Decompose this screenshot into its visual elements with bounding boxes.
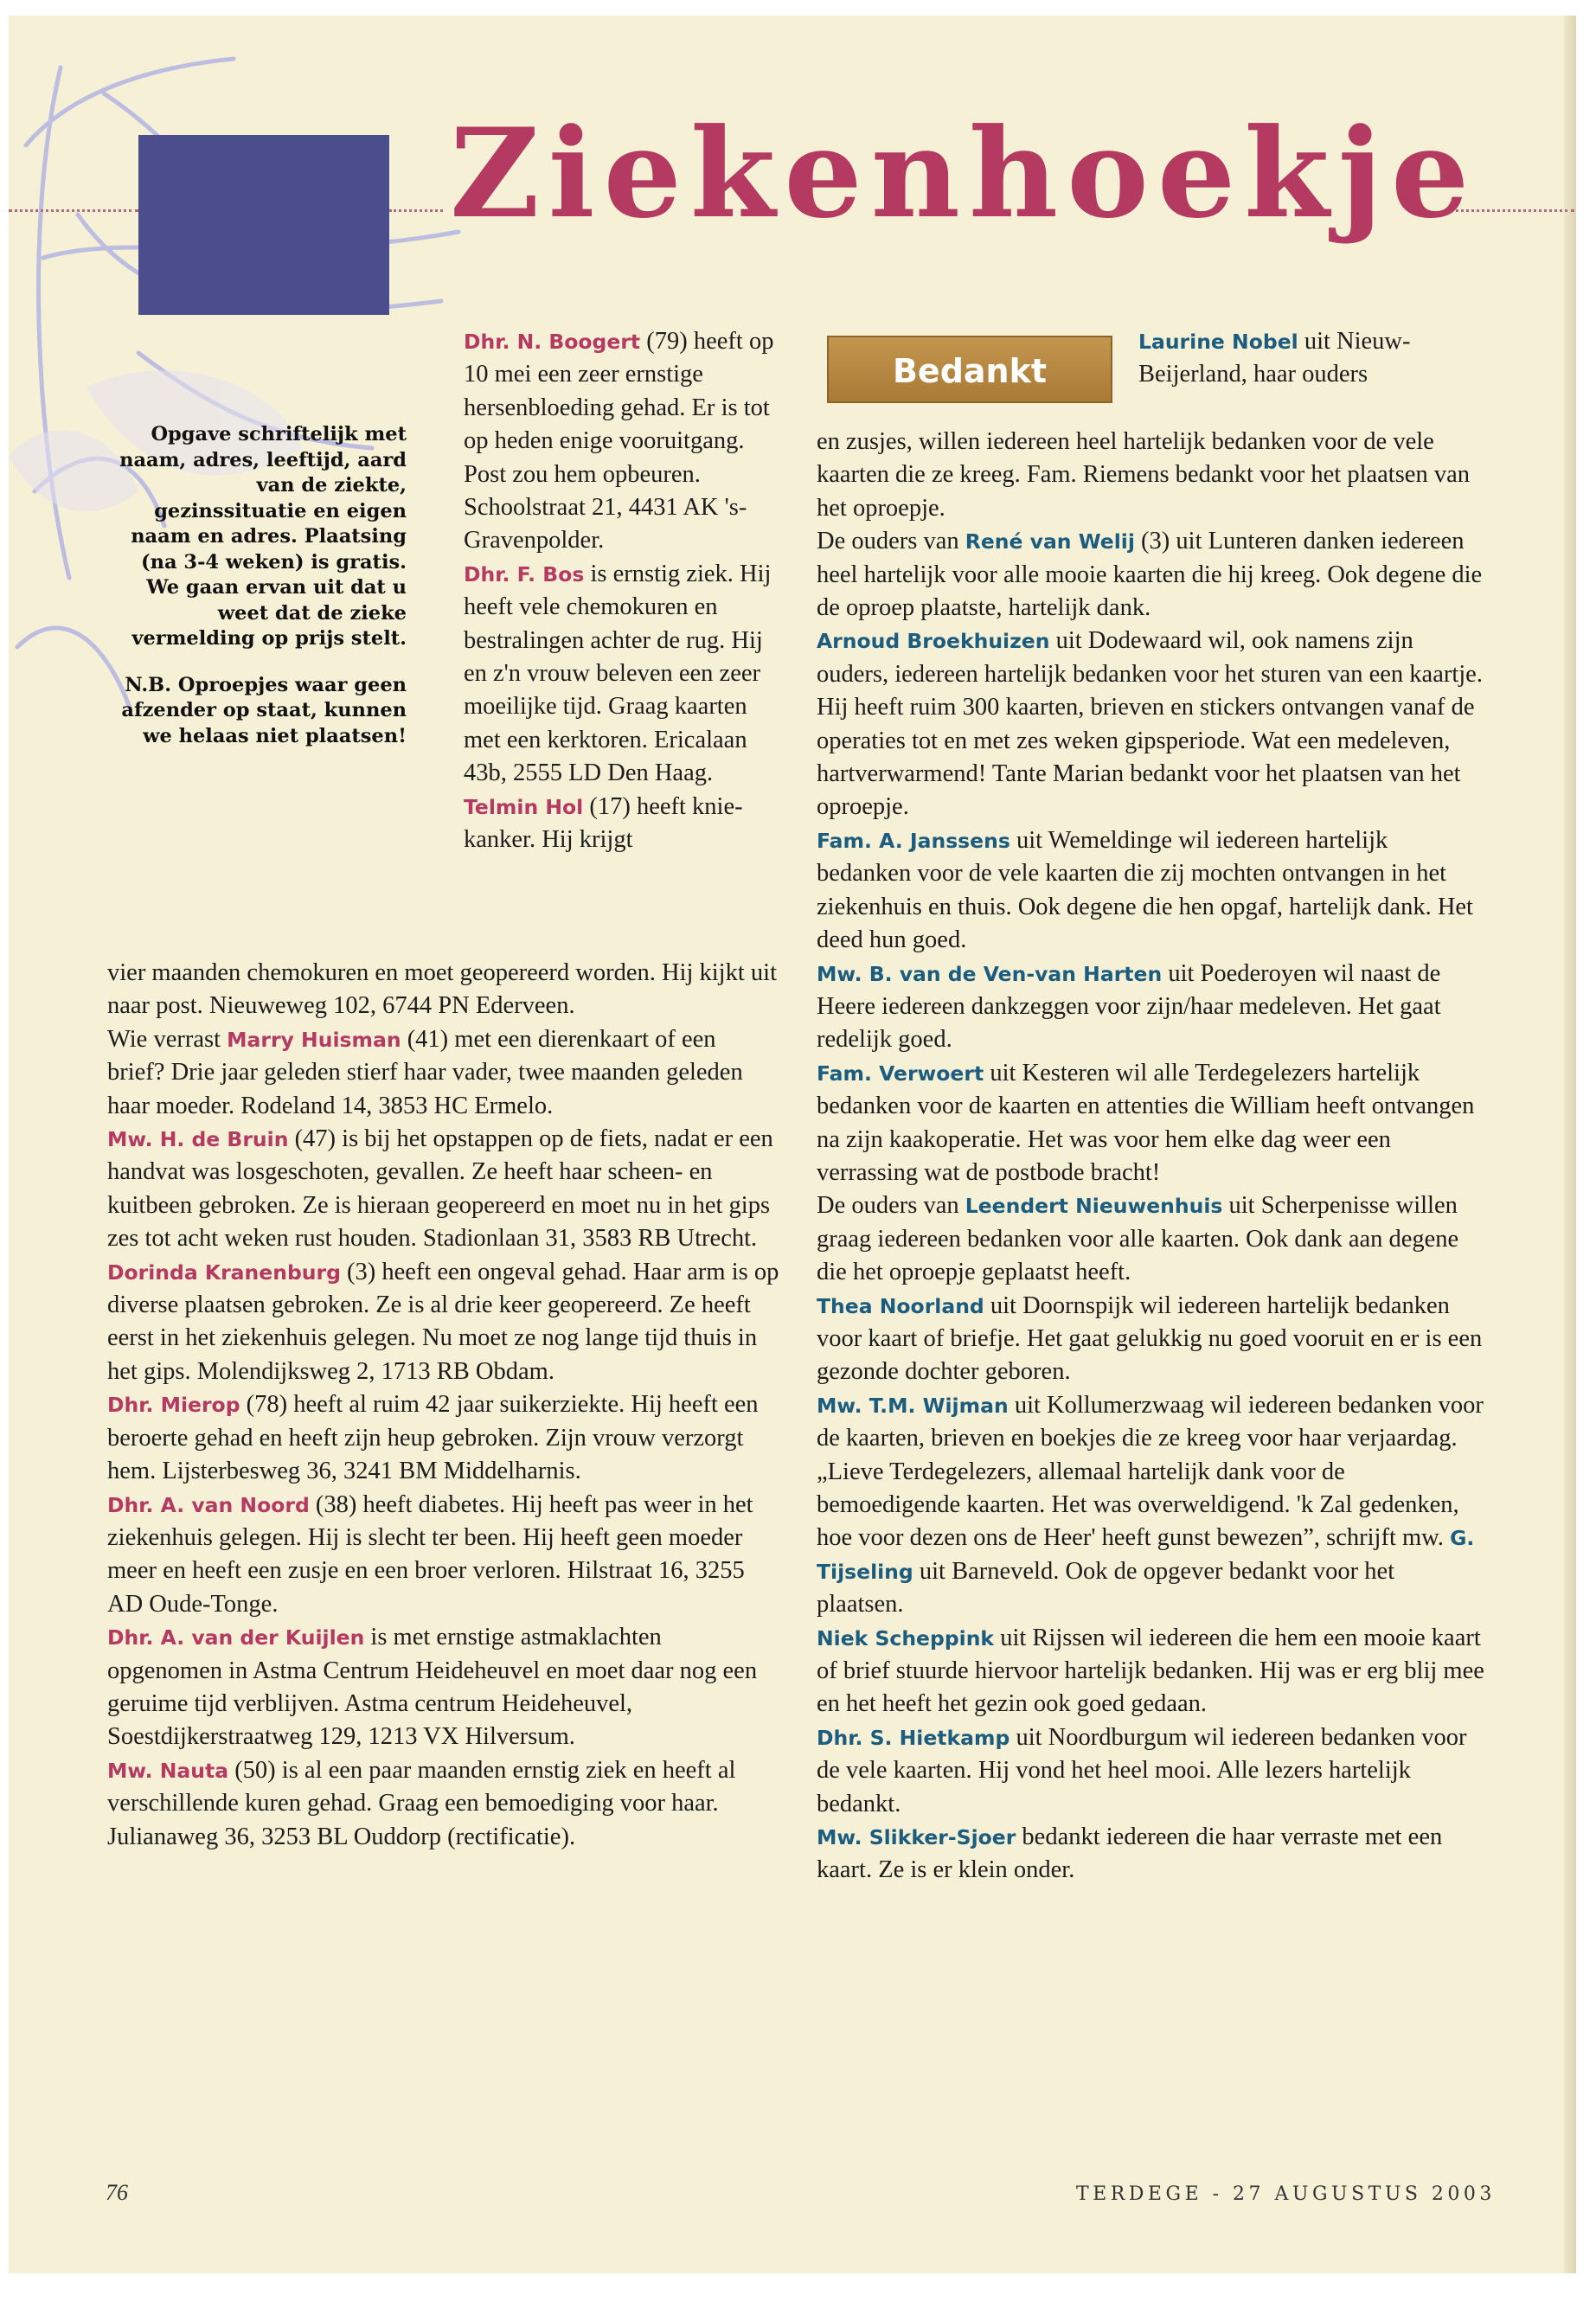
entry [817,1821,1484,1888]
entry [817,1721,1484,1821]
entry-text: uit Doornspijk wil iedereen hartelijk bedanken voor kaart of briefje. Het gaat gelukkig nu goed vooruit en er is een gezonde dochter geboren. [817,1292,1483,1386]
entry-continued: en zusjes, willen iedereen heel hartelijk bedanken voor de vele kaarten die ze kreeg. Fam. Riemens bedankt voor het plaatsen van het oproepje. [817,428,1470,522]
entry [817,1389,1484,1456]
left-dotted-rule [9,209,138,212]
entry-text: (3) uit Lunteren danken iedereen heel hartelijk voor alle mooie kaarten die hij kreeg. Ook degene die de oproep plaatste, hartelijk dank. [817,528,1483,622]
entry-text: (3) heeft een ongeval gehad. Haar arm is op diverse plaatsen gebroken. Ze is al drie keer geopereerd. Ze heeft eerst in het ziekenhuis gelegen. Nu moet ze nog lange tijd thuis in het gips. Molendijksweg 2, 1713 RB Obdam. [107,1258,779,1385]
entry-text: uit Kesteren wil alle Terdegelezers hartelijk bedanken voor de kaarten en attenties die William heeft ontvangen na zijn kaakoperatie. Het was voor hem elke dag weer een verrassing wat de postbode bracht! [817,1059,1475,1186]
entry-text: vier maanden chemokuren en moet geopereerd worden. Hij kijkt uit naar post. Nieuweweg 102, 6744 PN Ederveen. [107,959,777,1020]
submission-instructions [104,422,407,770]
entry [817,1456,1484,1622]
person-name: Mw. T.M. Wijman [817,1393,1009,1418]
entry-text: (41) met een dierenkaart of een brief? Drie jaar geleden stierf haar vader, twee maanden geleden haar moeder. Rodeland 14, 3853 HC Ermelo. [107,1025,743,1119]
entry-text: uit Kollumerzwaag wil iedereen bedanken voor de kaarten, brieven en boekjes die ze kreeg voor haar verjaardag. [817,1391,1484,1452]
entry [817,625,1484,824]
person-name: Marry Huisman [227,1027,401,1052]
entry [107,1621,779,1754]
entry-prefix: Wie verrast [107,1025,228,1053]
person-name: Mw. B. van de Ven-van Harten [817,961,1163,986]
entry-text: (50) is al een paar maanden ernstig ziek en heeft al verschillende kuren gehad. Graag een bemoediging voor haar. Julianaweg 36, 3253 BL Ouddorp (rectificatie). [107,1756,736,1850]
person-name: Mw. Nauta [107,1758,229,1783]
person-name: Arnoud Broekhuizen [817,629,1050,654]
entry [107,1123,779,1256]
page-edge-shadow [1564,16,1576,2273]
instructions-text: Opgave schriftelijk met naam, adres, leeftijd, aard van de ziekte, gezinssituatie en eigen naam en adres. Plaatsing (na 3-4 weken) is gratis. We gaan ervan uit dat u weet dat de zieke vermelding op prijs stelt. [119,423,407,650]
person-name: Mw. H. de Bruin [107,1127,289,1152]
person-name: Dorinda Kranenburg [107,1259,341,1285]
entry-text: uit Noordburgum wil iedereen bedanken voor de vele kaarten. Hij vond het heel mooi. Alle lezers hartelijk bedankt. [817,1723,1467,1817]
entry-text: is met ernstige astmaklachten opgenomen in Astma Centrum Heideheuvel en moet daar nog een geruime tijd verblijven. Astma centrum Heideheuvel, Soestdijkerstraatweg 129, 1213 VX Hilversum. [107,1624,758,1751]
entry-text: bedankt iedereen die haar verraste met een kaart. Ze is er klein onder. [817,1823,1443,1884]
entry [817,824,1484,958]
entry-text: uit Barneveld. Ook de opgever bedankt voor het plaatsen. [817,1557,1395,1618]
person-name: Dhr. Mierop [107,1393,240,1418]
entry [817,1189,1484,1289]
person-name: Dhr. N. Boogert [464,330,641,354]
entry-text: uit Rijssen wil iedereen die hem een mooie kaart of brief stuurde hiervoor hartelijk bedanken. Hij was er erg blij mee en het heeft het gezin ook goed gedaan. [817,1624,1484,1718]
entry [464,791,779,857]
entry-text: (78) heeft al ruim 42 jaar suikerziekte. Hij heeft een beroerte gehad en heeft zijn heup gebroken. Zijn vrouw verzorgt hem. Lijsterbesweg 36, 3241 BM Middelharnis. [107,1391,759,1485]
publication-footer: TERDEGE - 27 AUGUSTUS 2003 [1076,2183,1496,2205]
entry [1138,325,1484,392]
entry-text: uit Nieuw-Beijerland, haar ouders [1138,328,1411,388]
entry-prefix: De ouders van [817,528,965,555]
person-name: Niek Scheppink [817,1625,995,1650]
entry-text: uit Scherpenisse willen graag iedereen bedanken voor alle kaarten. Ook dank aan degene die het oproepje geplaatst heeft. [817,1192,1459,1286]
person-name: Laurine Nobel [1138,330,1298,354]
mid-dotted-rule [389,209,443,212]
entry-text: uit Poederoyen wil naast de Heere iedereen dankzeggen voor zijn/haar medeleven. Het gaat redelijk goed. [817,959,1441,1054]
entry [817,1057,1484,1190]
entry [817,1622,1484,1721]
entry-text: (38) heeft diabetes. Hij heeft pas weer in het ziekenhuis gelegen. Hij is slecht ter been. Hij heeft geen moeder meer en heeft een zusje en een broer verloren. Hilstraat 16, 3255 AD Oude-Tonge. [107,1490,753,1618]
entry [464,558,779,791]
entry [107,1023,779,1123]
bedankt-heading: Bedankt [827,336,1112,403]
entry-prefix: De ouders van [817,1192,965,1220]
entry [107,1489,779,1622]
entry [107,957,779,1023]
entry-text: (47) is bij het opstappen op de fiets, nadat er een handvat was losgeschoten, gevallen. Ze heeft haar scheen- en kuitbeen gebroken. Ze is hieraan geopereerd en moet nu in het gips zes tot acht weken rust houden. Stadionlaan 31, 3583 RB Utrecht. [107,1125,773,1253]
person-name: Fam. Verwoert [817,1061,984,1086]
thanks-column [817,426,1484,1888]
sick-column-top [464,325,779,857]
person-name: Dhr. A. van der Kuijlen [107,1625,365,1650]
person-name: Thea Noorland [817,1293,984,1318]
entry [107,1256,779,1389]
entry-text: uit Dodewaard wil, ook namens zijn ouders, iedereen hartelijk bedanken voor het sturen van een kaartje. Hij heeft ruim 300 kaarten, brieven en stickers ontvangen vanaf de operaties tot en met zes weken gipsperiode. Wat een medeleven, hartverwarmend! Tante Marian bedankt voor het plaatsen van het oproepje. [817,627,1483,821]
person-name: Dhr. F. Bos [464,561,585,586]
entry [817,958,1484,1057]
sender-note: N.B. Oproepjes waar geen afzender op staat, kunnen we helaas niet plaatsen! [121,673,407,747]
entry-prefix: „Lieve Terdegelezers, allemaal hartelijk dank voor de bemoedigende kaarten. Het was overweldigend. 'k Zal gedenken, hoe voor dezen ons de Heer' heeft gunst bewezen”, schrijft mw. [817,1458,1459,1552]
entry [464,325,779,558]
entry-text: (79) heeft op 10 mei een zeer ernstige hersenbloeding gehad. Er is tot op heden enige vooruitgang. Post zou hem opbeuren. Schoolstraat 21, 4431 AK 's-Gravenpolder. [464,328,774,554]
entry-text: (17) heeft knie-kanker. Hij krijgt [464,792,743,854]
person-name: Leendert Nieuwenhuis [965,1194,1223,1219]
person-name: Dhr. A. van Noord [107,1492,310,1517]
person-name: René van Welij [965,529,1135,554]
person-name: Fam. A. Janssens [817,828,1010,853]
person-name: Mw. Slikker-Sjoer [817,1825,1016,1850]
entry [107,1754,779,1854]
sick-column-bottom [107,957,779,1854]
entry [817,1290,1484,1389]
title-color-block [138,135,389,315]
thanks-column-top [1138,325,1484,392]
entry [107,1388,779,1488]
page-number: 76 [106,2180,128,2205]
entry-text: is ernstig ziek. Hij heeft vele chemokuren en bestralingen achter de rug. Hij en z'n vrouw beleven een zeer moeilijke tijd. Graag kaarten met een kerktoren. Ericalaan 43b, 2555 LD Den Haag. [464,560,772,787]
person-name: Telmin Hol [464,794,584,819]
magazine-page [9,16,1576,2273]
entry-text: uit Wemeldinge wil iedereen hartelijk bedanken voor de vele kaarten die zij mochten ontvangen in het ziekenhuis en thuis. Ook degene die hen opgaf, hartelijk dank. Het deed hun goed. [817,826,1473,954]
person-name: Dhr. S. Hietkamp [817,1725,1010,1750]
page-title: Ziekenhoekje [450,102,1478,246]
person-name: G. Tijseling [817,1526,1475,1584]
entry [817,525,1484,625]
